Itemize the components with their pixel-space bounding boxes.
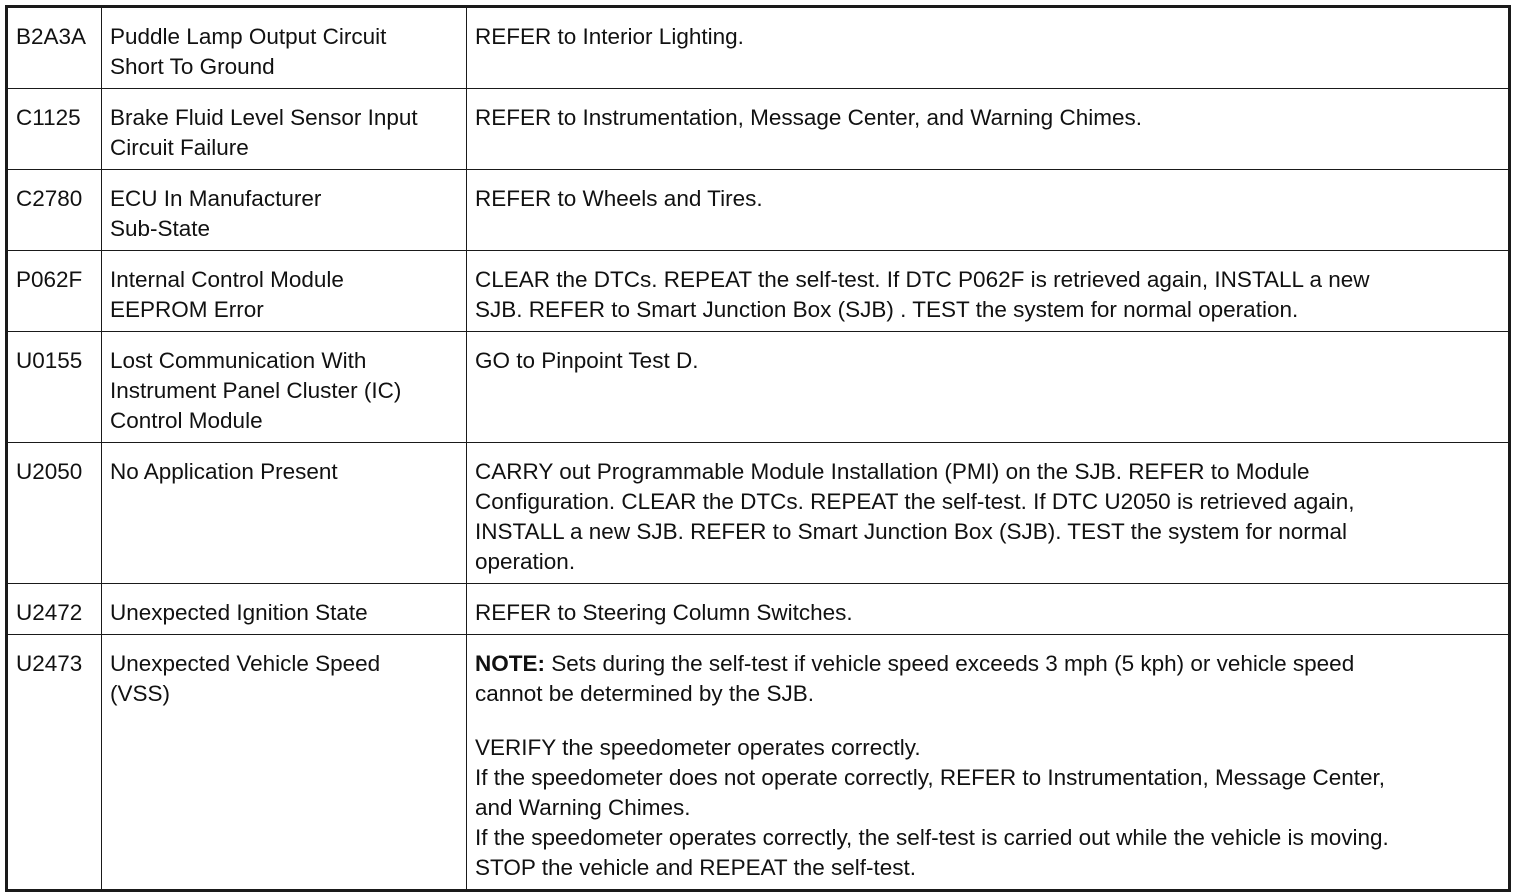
dtc-code: C1125 xyxy=(16,105,81,130)
table-row xyxy=(7,584,1510,635)
table-row xyxy=(7,332,1510,443)
action-line: If the speedometer operates correctly, the self-test is carried out while the vehicle is moving. xyxy=(475,825,1389,850)
dtc-table-container xyxy=(5,5,1508,892)
description-line: Control Module xyxy=(110,408,263,433)
dtc-action-cell xyxy=(467,635,1510,891)
action-line: GO to Pinpoint Test D. xyxy=(475,348,699,373)
action-line: VERIFY the speedometer operates correctly. xyxy=(475,735,921,760)
description-line: Brake Fluid Level Sensor Input xyxy=(110,105,418,130)
note-label: NOTE: xyxy=(475,651,545,676)
dtc-code-cell xyxy=(7,635,102,891)
dtc-code: U2472 xyxy=(16,600,83,625)
note-line xyxy=(475,649,1500,679)
action-line: REFER to Instrumentation, Message Center, and Warning Chimes. xyxy=(475,105,1142,130)
dtc-description-cell xyxy=(102,89,467,170)
description-line: Unexpected Vehicle Speed xyxy=(110,651,381,676)
action-line: CLEAR the DTCs. REPEAT the self-test. If DTC P062F is retrieved again, INSTALL a new xyxy=(475,267,1370,292)
dtc-action-cell xyxy=(467,7,1510,89)
dtc-code-cell xyxy=(7,251,102,332)
action-line: If the speedometer does not operate correctly, REFER to Instrumentation, Message Center, xyxy=(475,765,1386,790)
description-line: Sub-State xyxy=(110,216,211,241)
dtc-action-cell xyxy=(467,170,1510,251)
description-line: Circuit Failure xyxy=(110,135,249,160)
dtc-description-cell xyxy=(102,635,467,891)
description-line: Short To Ground xyxy=(110,54,275,79)
action-line: and Warning Chimes. xyxy=(475,795,691,820)
note-line: cannot be determined by the SJB. xyxy=(475,681,814,706)
dtc-code: U2050 xyxy=(16,459,83,484)
dtc-code-cell xyxy=(7,7,102,89)
description-line: No Application Present xyxy=(110,459,338,484)
dtc-description-cell xyxy=(102,332,467,443)
dtc-table xyxy=(5,5,1511,892)
dtc-code: U0155 xyxy=(16,348,83,373)
dtc-code-cell xyxy=(7,584,102,635)
table-row xyxy=(7,7,1510,89)
dtc-action-cell xyxy=(467,443,1510,584)
dtc-description-cell xyxy=(102,443,467,584)
description-line: ECU In Manufacturer xyxy=(110,186,322,211)
dtc-code: C2780 xyxy=(16,186,83,211)
dtc-code: U2473 xyxy=(16,651,83,676)
table-row xyxy=(7,443,1510,584)
action-line: operation. xyxy=(475,549,576,574)
paragraph-gap xyxy=(475,709,1500,733)
dtc-description-cell xyxy=(102,584,467,635)
dtc-action-cell xyxy=(467,332,1510,443)
description-line: Lost Communication With xyxy=(110,348,367,373)
description-line: Unexpected Ignition State xyxy=(110,600,368,625)
dtc-action-cell xyxy=(467,89,1510,170)
action-line: REFER to Wheels and Tires. xyxy=(475,186,763,211)
table-row xyxy=(7,170,1510,251)
dtc-action-cell xyxy=(467,251,1510,332)
table-row xyxy=(7,89,1510,170)
action-line: REFER to Interior Lighting. xyxy=(475,24,744,49)
dtc-description-cell xyxy=(102,170,467,251)
action-line: CARRY out Programmable Module Installation (PMI) on the SJB. REFER to Module xyxy=(475,459,1310,484)
dtc-action-cell xyxy=(467,584,1510,635)
action-line: INSTALL a new SJB. REFER to Smart Junction Box (SJB). TEST the system for normal xyxy=(475,519,1347,544)
action-line: REFER to Steering Column Switches. xyxy=(475,600,853,625)
description-line: EEPROM Error xyxy=(110,297,264,322)
action-line: Configuration. CLEAR the DTCs. REPEAT the self-test. If DTC U2050 is retrieved again, xyxy=(475,489,1355,514)
dtc-description-cell xyxy=(102,251,467,332)
description-line: (VSS) xyxy=(110,681,171,706)
table-row xyxy=(7,251,1510,332)
action-line: STOP the vehicle and REPEAT the self-test. xyxy=(475,855,917,880)
dtc-code-cell xyxy=(7,332,102,443)
dtc-code-cell xyxy=(7,443,102,584)
dtc-code-cell xyxy=(7,89,102,170)
description-line: Internal Control Module xyxy=(110,267,344,292)
action-line: SJB. REFER to Smart Junction Box (SJB) . TEST the system for normal operation. xyxy=(475,297,1299,322)
dtc-code: B2A3A xyxy=(16,24,87,49)
note-text: Sets during the self-test if vehicle speed exceeds 3 mph (5 kph) or vehicle speed xyxy=(551,651,1355,676)
description-line: Instrument Panel Cluster (IC) xyxy=(110,378,402,403)
dtc-description-cell xyxy=(102,7,467,89)
table-row xyxy=(7,635,1510,891)
description-line: Puddle Lamp Output Circuit xyxy=(110,24,387,49)
dtc-code-cell xyxy=(7,170,102,251)
dtc-code: P062F xyxy=(16,267,83,292)
